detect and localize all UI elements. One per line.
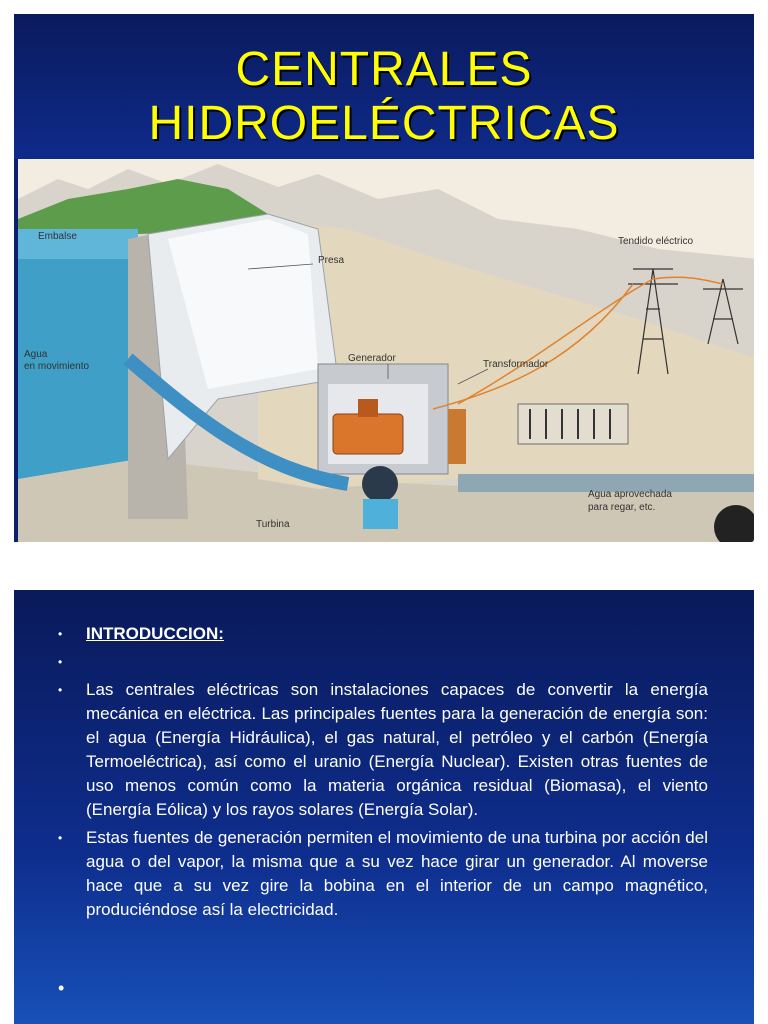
slide-title-line-2: HIDROELÉCTRICAS: [148, 97, 620, 150]
bullet-paragraph-2: [58, 826, 708, 922]
bullet-marker-last: •: [58, 978, 65, 998]
label-tendido: Tendido eléctrico: [618, 236, 694, 247]
hydroelectric-diagram: [18, 159, 754, 542]
intro-slide: [14, 590, 754, 1024]
bullet-paragraph-1: [58, 678, 708, 822]
bullet-empty: [58, 650, 708, 674]
label-turbina: Turbina: [256, 519, 290, 530]
bullet-heading: [58, 622, 708, 646]
label-agua-aprovechada-line1: Agua aprovechada: [588, 489, 672, 500]
bullet-list: [58, 622, 708, 926]
bullet-marker: •: [58, 655, 63, 669]
label-agua-line2: en movimiento: [24, 361, 90, 372]
label-agua-line1: Agua: [24, 349, 48, 360]
bullet-marker: •: [58, 831, 63, 845]
label-transformador: Transformador: [483, 359, 549, 370]
slide-title-line-1: CENTRALES: [235, 43, 533, 96]
label-embalse: Embalse: [38, 231, 77, 242]
title-slide: [14, 14, 754, 542]
section-heading: INTRODUCCION:: [86, 624, 224, 643]
paragraph-2-text: Estas fuentes de generación permiten el movimiento de una turbina por acción del agua o del vapor, la misma que a su vez hace girar un generador. Al moverse hace que a su vez gire la bobina en el interior de un campo magnético, produciéndose así la electricidad.: [86, 828, 708, 919]
label-presa: Presa: [318, 255, 345, 266]
label-agua-aprovechada-line2: para regar, etc.: [588, 502, 656, 513]
bullet-marker: •: [58, 627, 63, 641]
label-generador: Generador: [348, 353, 396, 364]
paragraph-1-text: Las centrales eléctricas son instalaciones capaces de convertir la energía mecánica en eléctrica. Las principales fuentes para la generación de energía son: el agua (Energía Hidráulica), el gas natural, el petróleo y el carbón (Energía Termoeléctrica), así como el uranio (Energía Nuclear). Existen otras fuentes de uso menos común como la materia orgánica residual (Biomasa), el viento (Energía Eólica) y los rayos solares (Energía Solar).: [86, 680, 708, 819]
bullet-marker: •: [58, 683, 63, 697]
